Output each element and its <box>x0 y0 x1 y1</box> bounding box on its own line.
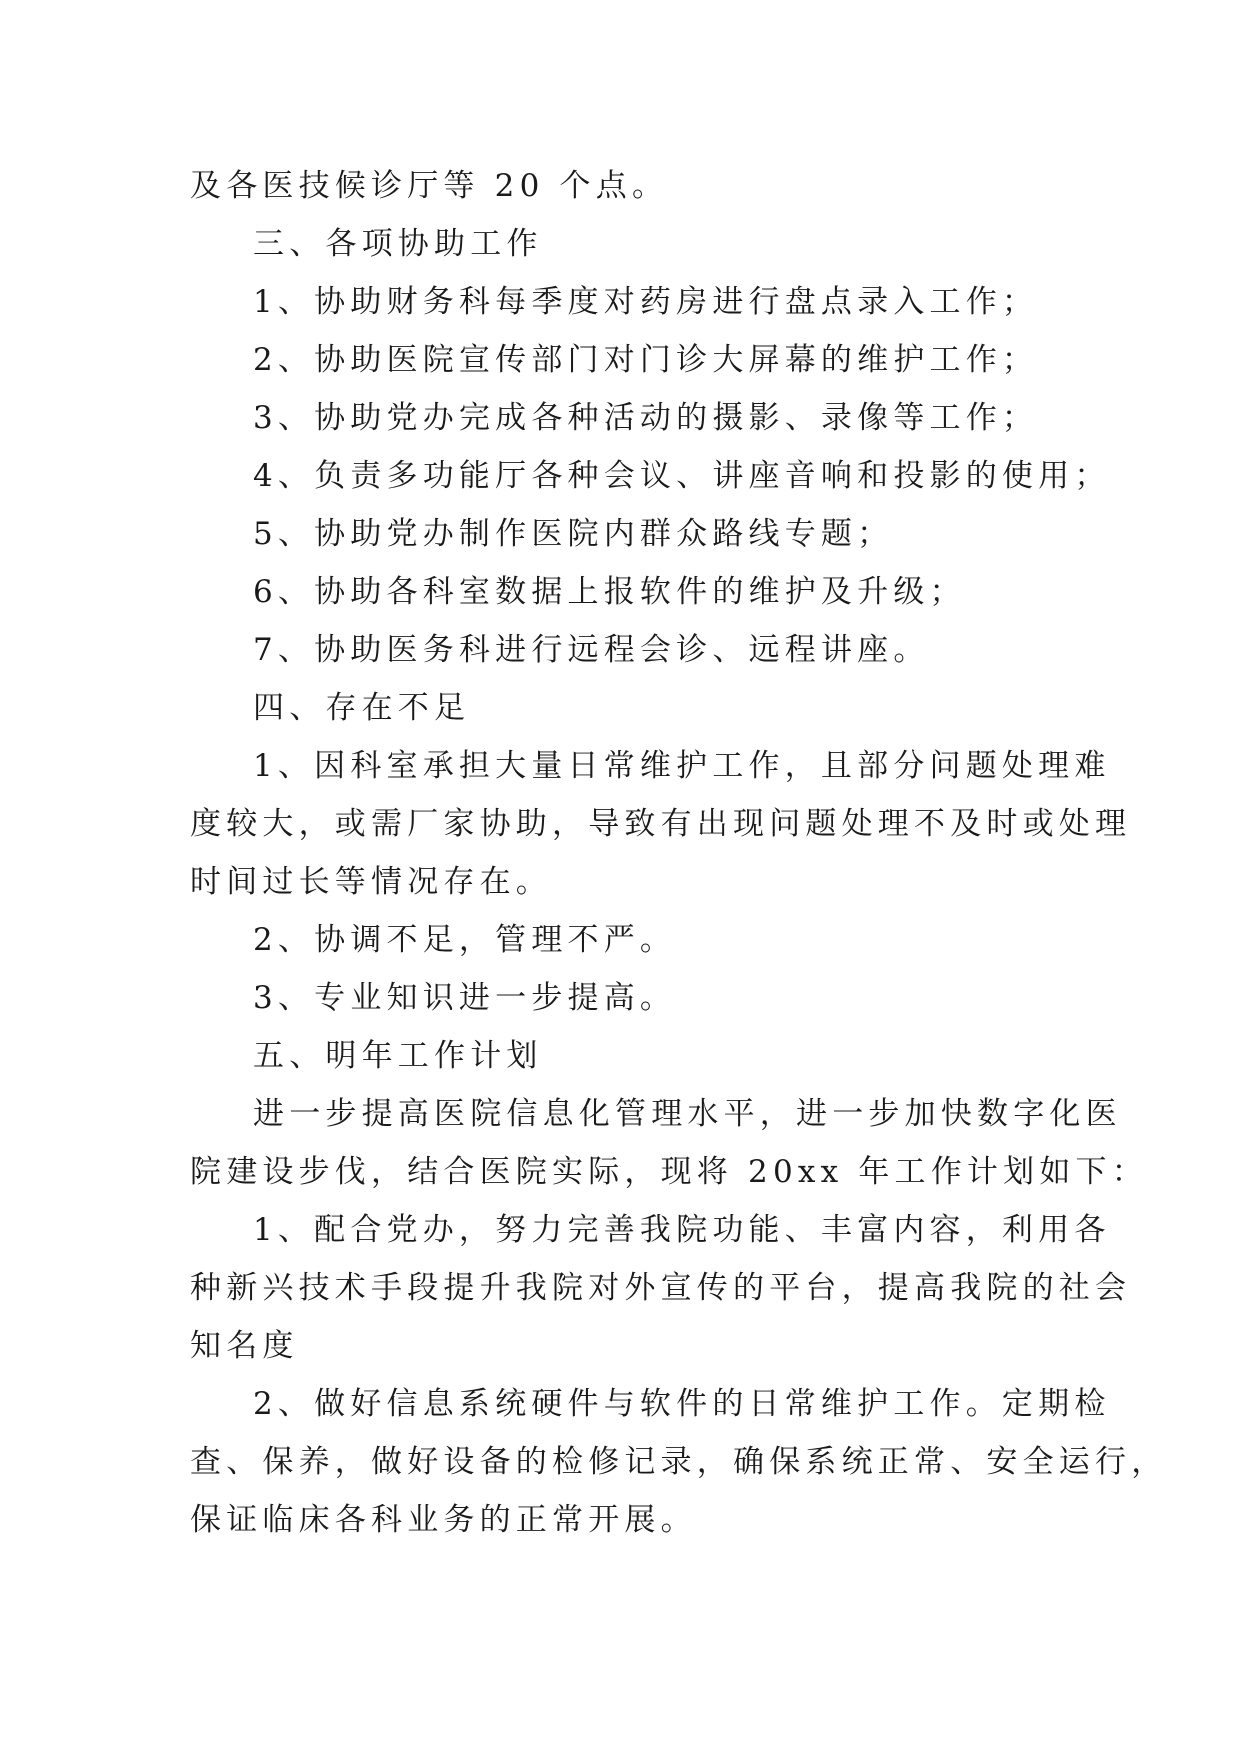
text-line: 院建设步伐，结合医院实际，现将 20xx 年工作计划如下： <box>190 1154 1148 1190</box>
text-line: 种新兴技术手段提升我院对外宣传的平台，提高我院的社会 <box>190 1270 1132 1306</box>
list-item: 6、协助各科室数据上报软件的维护及升级； <box>253 574 966 610</box>
list-item: 4、负责多功能厅各种会议、讲座音响和投影的使用； <box>253 458 1111 494</box>
text-line: 知名度 <box>190 1328 299 1364</box>
text-line: 保证临床各科业务的正常开展。 <box>190 1502 697 1538</box>
section-heading: 四、存在不足 <box>253 690 471 726</box>
text-line: 度较大，或需厂家协助，导致有出现问题处理不及时或处理 <box>190 806 1132 842</box>
text-line: 1、配合党办，努力完善我院功能、丰富内容，利用各 <box>253 1212 1111 1248</box>
list-item: 1、协助财务科每季度对药房进行盘点录入工作； <box>253 284 1039 320</box>
text-line: 查、保养，做好设备的检修记录，确保系统正常、安全运行， <box>190 1444 1168 1480</box>
list-item: 7、协助医务科进行远程会诊、远程讲座。 <box>253 632 930 668</box>
section-heading: 三、各项协助工作 <box>253 226 543 262</box>
list-item: 2、协助医院宣传部门对门诊大屏幕的维护工作； <box>253 342 1039 378</box>
list-item: 5、协助党办制作医院内群众路线专题； <box>253 516 894 552</box>
section-heading: 五、明年工作计划 <box>253 1038 543 1074</box>
list-item: 3、协助党办完成各种活动的摄影、录像等工作； <box>253 400 1039 436</box>
text-line: 及各医技候诊厅等 20 个点。 <box>190 168 669 204</box>
list-item: 2、协调不足，管理不严。 <box>253 922 677 958</box>
text-line: 2、做好信息系统硬件与软件的日常维护工作。定期检 <box>253 1386 1111 1422</box>
text-line: 时间过长等情况存在。 <box>190 864 552 900</box>
text-line: 进一步提高医院信息化管理水平，进一步加快数字化医 <box>253 1096 1122 1132</box>
list-item: 3、专业知识进一步提高。 <box>253 980 677 1016</box>
text-line: 1、因科室承担大量日常维护工作，且部分问题处理难 <box>253 748 1111 784</box>
